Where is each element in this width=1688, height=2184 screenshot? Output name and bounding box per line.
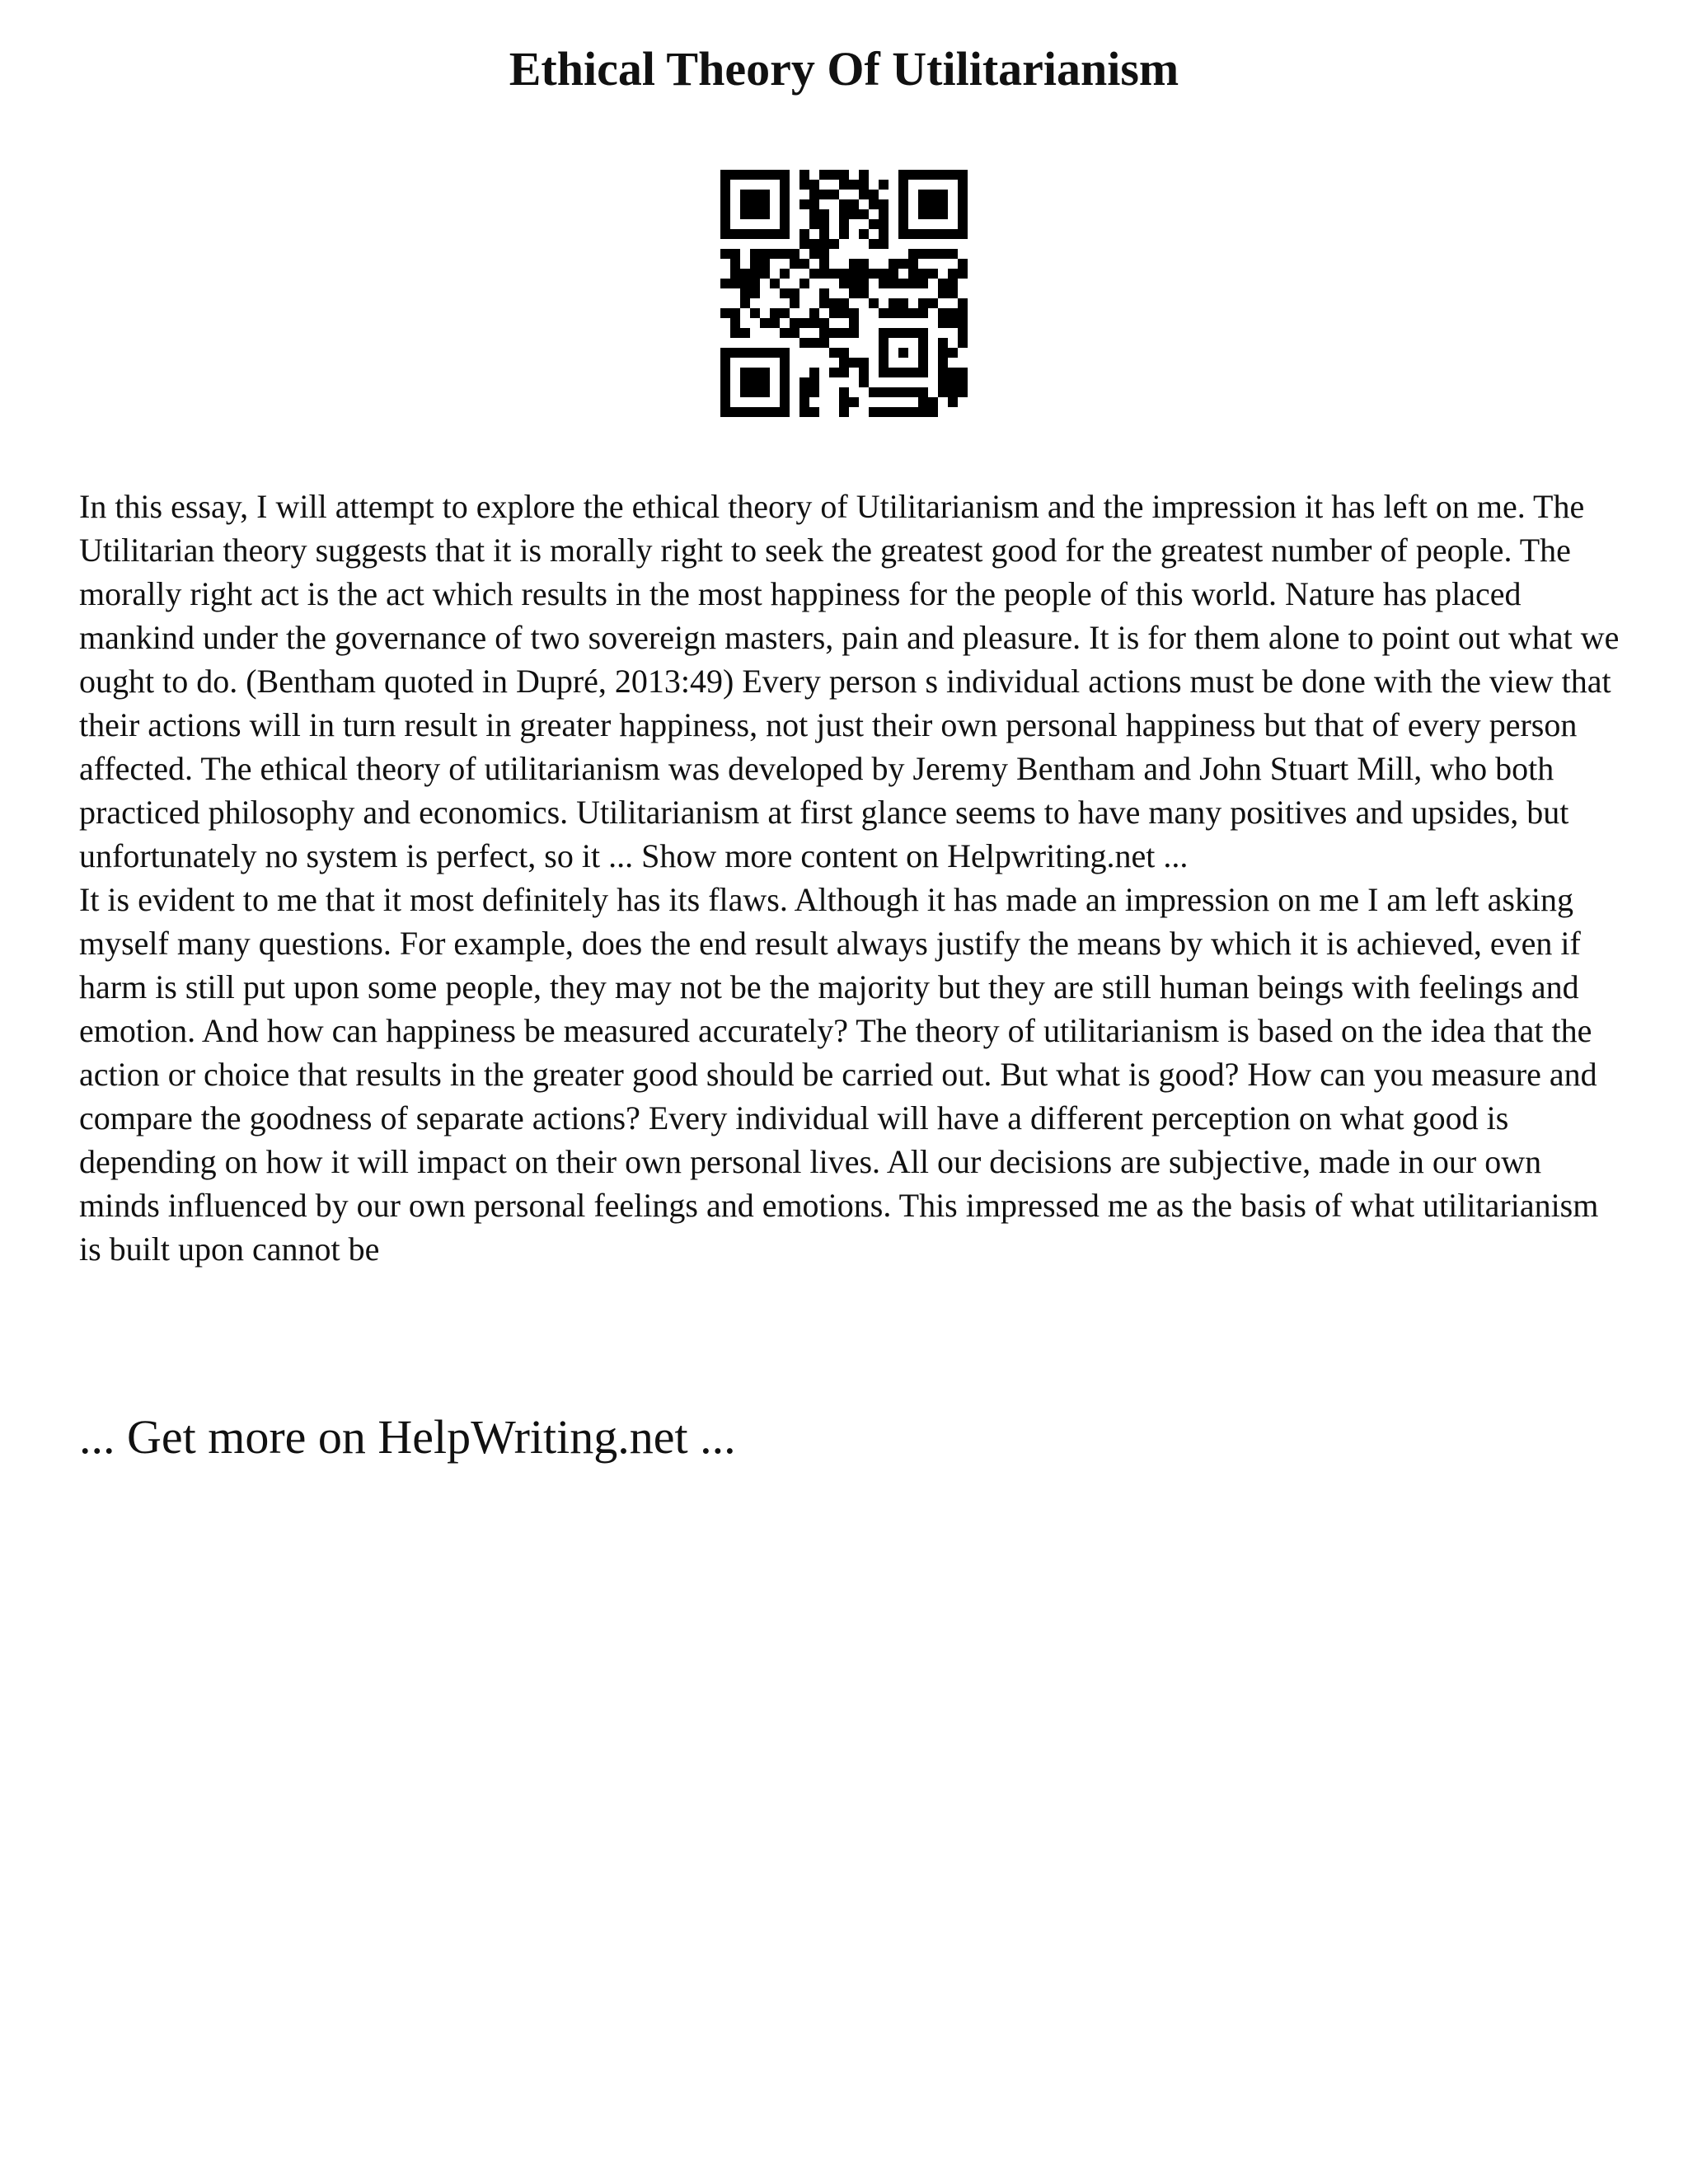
essay-paragraph: In this essay, I will attempt to explore the ethical theory of Utilitarianism and the impression it has left on me. The Utilitarian theory suggests that it is morally right to seek the greatest good for the greatest number of people. The morally right act is the act which results in the most happiness for the people of this world. Nature has placed mankind under the governance of two sovereign masters, pain and pleasure. It is for them alone to point out what we ought to do. (Bentham quoted in Dupré, 2013:49) Every person s individual actions must be done with the view that their actions will in turn result in greater happiness, not just their own personal happiness but that of every person affected. The ethical theory of utilitarianism was developed by Jeremy Bentham and John Stuart Mill, who both practiced philosophy and economics. Utilitarianism at first glance seems to have many positives and upsides, but unfortunately no system is perfect, so it ... Show more content on Helpwriting.net ... (79, 488, 1620, 874)
page-title: Ethical Theory Of Utilitarianism (509, 42, 1179, 96)
get-more-link[interactable]: ... Get more on HelpWriting.net ... (79, 1410, 736, 1464)
essay-body (79, 485, 1629, 1271)
essay-paragraph: It is evident to me that it most definitely has its flaws. Although it has made an impression on me I am left asking myself many questions. For example, does the end result always justify the means by which it is achieved, even if harm is still put upon some people, they may not be the majority but they are still human beings with feelings and emotion. And how can happiness be measured accurately? The theory of utilitarianism is based on the idea that the action or choice that results in the greater good should be carried out. But what is good? How can you measure and compare the goodness of separate actions? Every individual will have a different perception on what good is depending on how it will impact on their own personal lives. All our decisions are subjective, made in our own minds influenced by our own personal feelings and emotions. This impressed me as the basis of what utilitarianism is built upon cannot be (79, 881, 1599, 1268)
qr-code-icon (720, 170, 968, 417)
